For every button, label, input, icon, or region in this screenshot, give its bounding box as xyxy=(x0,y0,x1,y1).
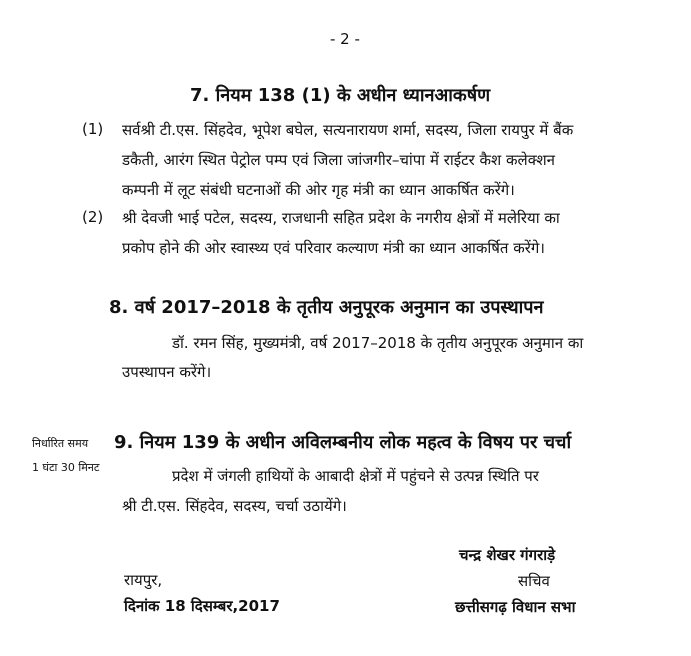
page-number: - 2 - xyxy=(330,30,360,48)
item-2-number: (2) xyxy=(82,208,104,226)
section-8-line-2: उपस्थापन करेंगे। xyxy=(122,363,212,381)
section-9-line-2: श्री टी.एस. सिंहदेव, सदस्य, चर्चा उठायेंगे। xyxy=(122,497,347,515)
section-8-heading: 8. वर्ष 2017–2018 के तृतीय अनुपूरक अनुमान का उपस्थापन xyxy=(109,297,544,318)
section-9-heading: 9. नियम 139 के अधीन अविलम्बनीय लोक महत्व के विषय पर चर्चा xyxy=(114,432,572,453)
signatory-organization: छत्तीसगढ़ विधान सभा xyxy=(455,598,576,616)
item-1-line-3: कम्पनी में लूट संबंधी घटनाओं की ओर गृह मंत्री का ध्यान आकर्षित करेंगे। xyxy=(122,181,515,199)
item-1-line-1: सर्वश्री टी.एस. सिंहदेव, भूपेश बघेल, सत्यनारायण शर्मा, सदस्य, जिला रायपुर में बैंक xyxy=(122,121,574,139)
section-7-heading: 7. नियम 138 (1) के अधीन ध्यानआकर्षण xyxy=(190,85,491,106)
item-2-line-1: श्री देवजी भाई पटेल, सदस्य, राजधानी सहित प्रदेश के नगरीय क्षेत्रों में मलेरिया का xyxy=(122,209,560,227)
allotted-time-label: निर्धारित समय xyxy=(32,437,89,450)
section-9-line-1: प्रदेश में जंगली हाथियों के आबादी क्षेत्रों में पहुंचने से उत्पन्न स्थिति पर xyxy=(172,467,539,485)
footer-place: रायपुर, xyxy=(124,571,163,589)
item-1-line-2: डकैती, आरंग स्थित पेट्रोल पम्प एवं जिला जांजगीर–चांपा में राईटर कैश कलेक्शन xyxy=(122,151,555,169)
signatory-title: सचिव xyxy=(518,572,550,590)
item-2-line-2: प्रकोप होने की ओर स्वास्थ्य एवं परिवार कल्याण मंत्री का ध्यान आकर्षित करेंगे। xyxy=(122,239,545,257)
item-1-number: (1) xyxy=(82,120,104,138)
signatory-name: चन्द्र शेखर गंगराड़े xyxy=(459,546,556,564)
footer-date: दिनांक 18 दिसम्बर,2017 xyxy=(124,597,280,615)
allotted-time-value: 1 घंटा 30 मिनट xyxy=(32,461,100,474)
section-8-line-1: डॉ. रमन सिंह, मुख्यमंत्री, वर्ष 2017–2018 के तृतीय अनुपूरक अनुमान का xyxy=(172,334,584,352)
